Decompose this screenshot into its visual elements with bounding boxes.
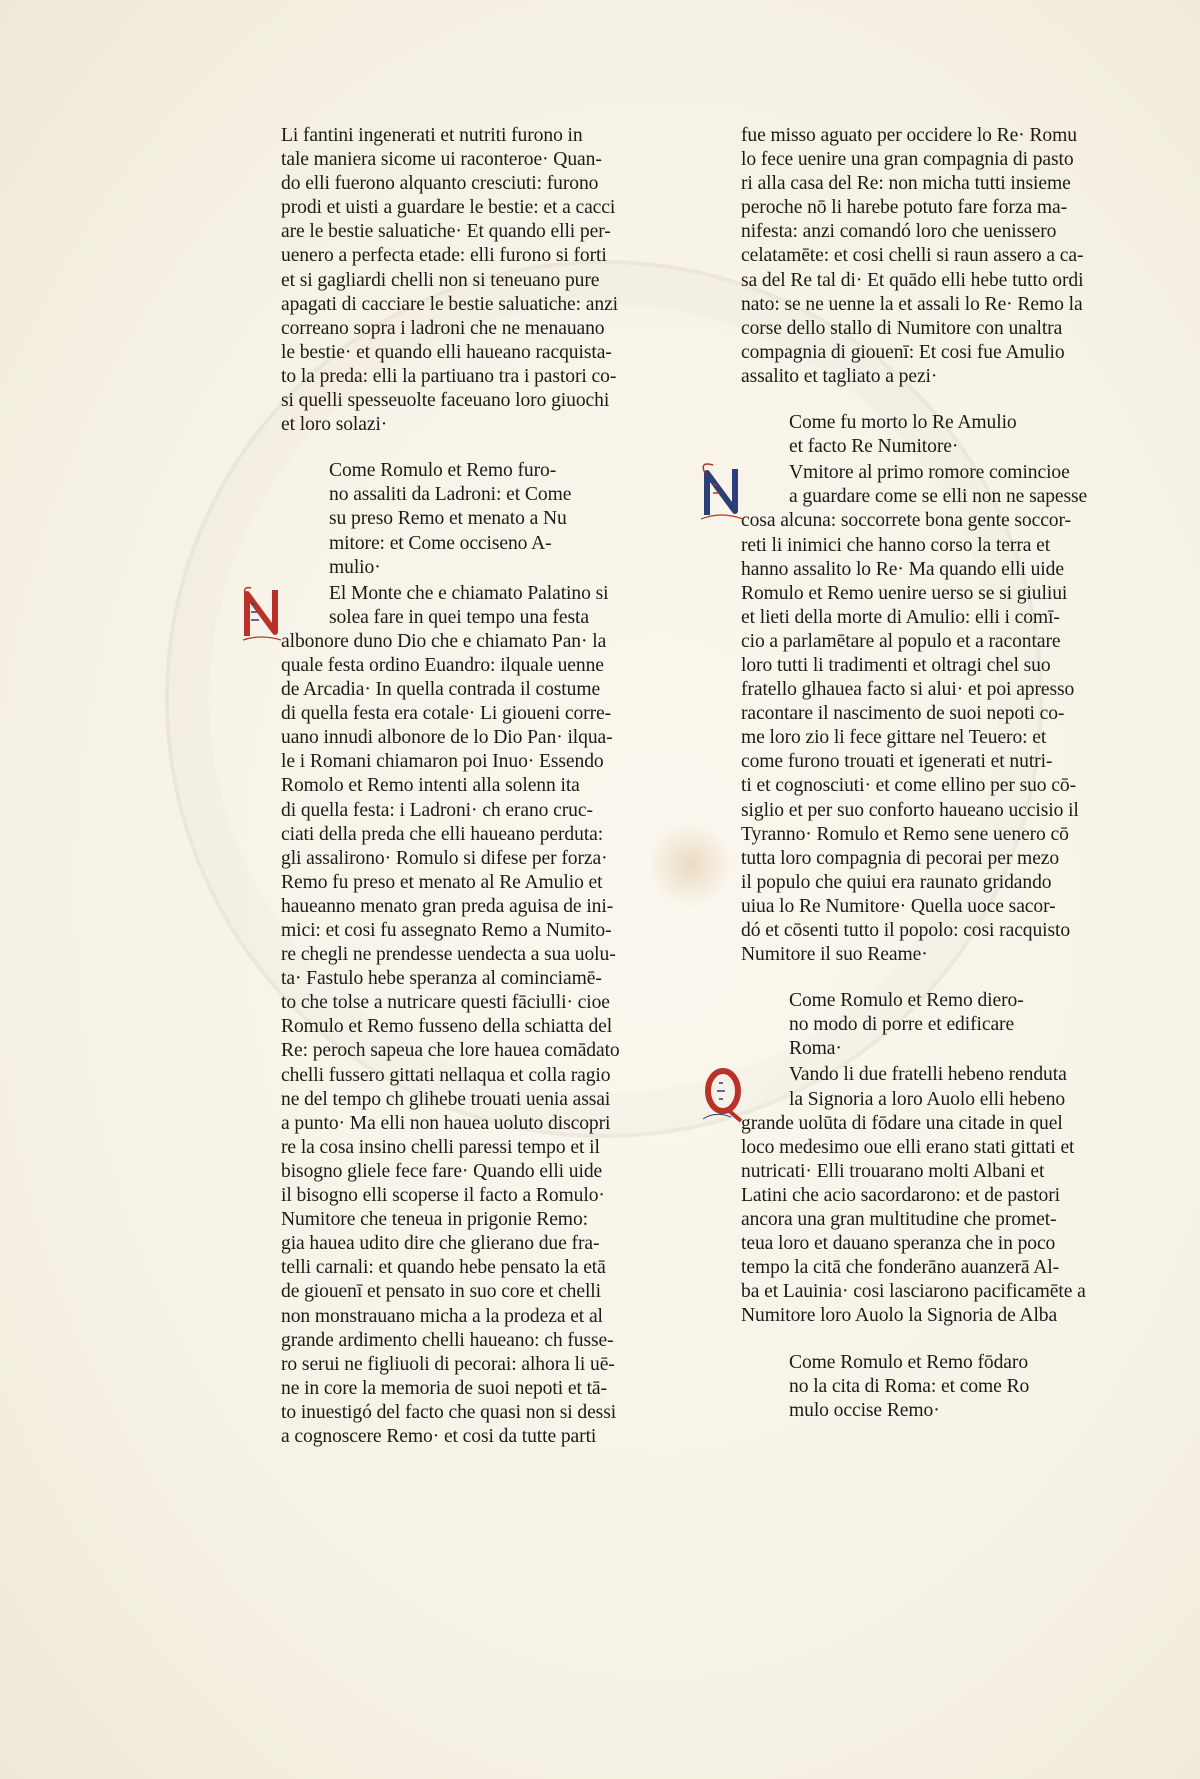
- text-line: Remo fu preso et menato al Re Amulio et: [281, 871, 603, 893]
- text-line: uiua lo Re Numitore· Quella uoce sacor-: [741, 895, 1056, 917]
- text-line: Numitore il suo Reame·: [741, 944, 928, 966]
- text-line: to che tolse a nutricare questi fāciulli· cioe: [281, 992, 610, 1014]
- text-line: peroche nō li harebe potuto fare forza ma-: [741, 197, 1068, 219]
- text-line: de Arcadia· In quella contrada il costume: [281, 679, 601, 701]
- text-line: Romulo et Remo uenire uerso se si giuliui: [741, 582, 1068, 604]
- text-line: bisogno gliele fece fare· Quando elli uide: [281, 1160, 603, 1182]
- text-line: et lieti della morte di Amulio: elli i comī-: [741, 606, 1060, 628]
- text-line: di quella festa: i Ladroni· ch erano cruc-: [281, 799, 593, 821]
- text-line: su preso Remo et menato a Nu: [329, 508, 567, 530]
- text-line: to la preda: elli la partiuano tra i pastori co-: [281, 365, 617, 387]
- text-line: ta· Fastulo hebe speranza al cominciamē-: [281, 968, 602, 990]
- text-line: do elli fuerono alquanto cresciuti: furono: [281, 173, 599, 195]
- left-paragraph-2-body: [281, 630, 641, 1449]
- text-line: albonore duno Dio che e chiamato Pan· la: [281, 630, 607, 652]
- text-line: El Monte che e chiamato Palatino si: [329, 582, 609, 604]
- text-line: le i Romani chiamaron poi Inuo· Essendo: [281, 751, 604, 773]
- text-line: il populo che quiui era raunato gridando: [741, 871, 1052, 893]
- text-line: il bisogno elli scoperse il facto a Romulo·: [281, 1185, 605, 1207]
- text-line: non monstrauano micha a la prodeza et al: [281, 1305, 603, 1327]
- text-line: mici: et cosi fu assegnato Remo a Numito-: [281, 920, 612, 941]
- left-paragraph-1: [281, 124, 641, 437]
- right-column: [741, 124, 1101, 1425]
- text-line: gli assalirono· Romulo si difese per forza·: [281, 847, 608, 869]
- text-line: la Signoria a loro Auolo elli hebeno: [789, 1088, 1066, 1110]
- text-line: ne del tempo ch glihebe trouati uenia assai: [281, 1088, 611, 1110]
- text-line: dó et cōsenti tutto il popolo: cosi racquisto: [741, 920, 1071, 941]
- text-line: gia hauea udito dire che glierano due fra-: [281, 1233, 600, 1255]
- text-line: to inuestigó del facto che quasi non si dessi: [281, 1401, 617, 1423]
- text-line: celatamēte: et cosi chelli si raun assero a ca-: [741, 245, 1084, 267]
- text-line: mulo occise Remo·: [789, 1399, 940, 1421]
- right-paragraph-3: [741, 1063, 1101, 1328]
- text-line: ciati della preda che elli haueano perduta:: [281, 823, 604, 845]
- text-line: Vando li due fratelli hebeno renduta: [789, 1064, 1067, 1086]
- text-line: Romulo et Remo fusseno della schiatta del: [281, 1016, 613, 1038]
- text-line: ba et Lauinia· cosi lasciarono pacificamēte a: [741, 1281, 1086, 1303]
- left-heading-1: [281, 459, 641, 579]
- text-line: nifesta: anzi comandó loro che uenissero: [741, 221, 1057, 243]
- text-line: Come fu morto lo Re Amulio: [789, 412, 1017, 434]
- text-line: me loro zio li fece gittare nel Teuero: et: [741, 727, 1047, 749]
- text-line: cosa alcuna: soccorrete bona gente soccor-: [741, 510, 1071, 532]
- right-heading-1: [741, 411, 1101, 459]
- text-line: a guardare come se elli non ne sapesse: [789, 486, 1088, 508]
- text-line: et si gagliardi chelli non si teneuano pure: [281, 269, 600, 291]
- text-line: fue misso aguato per occidere lo Re· Romu: [741, 125, 1077, 146]
- text-line: telli carnali: et quando hebe pensato la etā: [281, 1257, 606, 1279]
- text-line: apagati di cacciare le bestie saluatiche: anzi: [281, 293, 619, 315]
- text-line: nato: se ne uenne la et assali lo Re· Remo la: [741, 293, 1083, 315]
- left-column: [281, 124, 641, 1449]
- text-line: mitore: et Come occiseno A-: [329, 532, 552, 554]
- text-line: siglio et per suo conforto haueano uccisio il: [741, 799, 1079, 821]
- text-line: Romolo et Remo intenti alla solenn ita: [281, 775, 580, 797]
- right-paragraph-3-body: [741, 1112, 1101, 1329]
- left-paragraph-2: [281, 582, 641, 1449]
- illuminated-initial-q-right: [701, 1065, 745, 1123]
- text-line: no assaliti da Ladroni: et Come: [329, 484, 572, 506]
- text-line: Li fantini ingenerati et nutriti furono in: [281, 125, 583, 146]
- illuminated-initial-n-right: [701, 463, 745, 521]
- text-line: di quella festa era cotale· Li gioueni corre-: [281, 703, 612, 725]
- illuminated-initial-n-left: [241, 584, 285, 642]
- text-line: loco medesimo oue elli erano stati gittati et: [741, 1136, 1075, 1158]
- left-paragraph-2-opening: [281, 582, 641, 630]
- right-paragraph-1: [741, 124, 1101, 389]
- text-line: grande uolūta di fōdare una citade in quel: [741, 1112, 1063, 1134]
- text-line: Come Romulo et Remo fōdaro: [789, 1351, 1029, 1373]
- text-line: Tyranno· Romulo et Remo sene uenero cō: [741, 823, 1069, 845]
- text-line: Latini che acio sacordarono: et de pastori: [741, 1184, 1060, 1206]
- text-line: prodi et uisti a guardare le bestie: et a cacci: [281, 197, 616, 219]
- text-line: Numitore che teneua in prigonie Remo:: [281, 1209, 588, 1231]
- text-line: ri alla casa del Re: non micha tutti insieme: [741, 173, 1071, 195]
- text-line: hanno assalito lo Re· Ma quando elli uide: [741, 558, 1064, 580]
- text-line: a cognoscere Remo· et cosi da tutte parti: [281, 1425, 597, 1447]
- text-line: solea fare in quei tempo una festa: [329, 606, 589, 628]
- text-line: Come Romulo et Remo furo-: [329, 460, 557, 482]
- text-line: ne in core la memoria de suoi nepoti et tā-: [281, 1377, 607, 1399]
- right-paragraph-3-opening: [741, 1063, 1101, 1111]
- text-line: are le bestie saluatiche· Et quando elli per-: [281, 221, 611, 243]
- text-line: haueanno menato gran preda aguisa de ini-: [281, 895, 614, 917]
- text-line: corse dello stallo di Numitore con unaltra: [741, 317, 1063, 339]
- right-paragraph-2: [741, 461, 1101, 967]
- text-line: racontare il nascimento de suoi nepoti co-: [741, 703, 1065, 725]
- text-line: a punto· Ma elli non hauea uoluto discopri: [281, 1112, 611, 1134]
- text-line: ti et cognosciuti· et come ellino per suo cō-: [741, 775, 1077, 797]
- text-line: quale festa ordino Euandro: ilquale uenne: [281, 654, 604, 676]
- text-line: no la cita di Roma: et come Ro: [789, 1375, 1030, 1397]
- text-line: tale maniera sicome ui raconteroe· Quan-: [281, 149, 602, 171]
- right-heading-2: [741, 989, 1101, 1061]
- text-line: Vmitore al primo romore comincioe: [789, 462, 1070, 484]
- right-paragraph-2-body: [741, 509, 1101, 967]
- text-line: Numitore loro Auolo la Signoria de Alba: [741, 1305, 1058, 1327]
- text-line: correano sopra i ladroni che ne menauano: [281, 317, 605, 339]
- text-line: compagnia di giouenī: Et cosi fue Amulio: [741, 341, 1065, 363]
- text-line: si quelli spesseuolte faceuano loro giuochi: [281, 390, 610, 412]
- text-line: assalito et tagliato a pezi·: [741, 365, 938, 387]
- text-line: et facto Re Numitore·: [789, 436, 959, 458]
- text-line: mulio·: [329, 556, 381, 578]
- text-line: ancora una gran multitudine che promet-: [741, 1209, 1057, 1231]
- paper-stain: [650, 820, 730, 910]
- text-line: tutta loro compagnia di pecorai per mezo: [741, 847, 1060, 869]
- text-line: re la cosa insino chelli paressi tempo et il: [281, 1136, 600, 1158]
- text-line: ro serui ne figliuoli di pecorai: alhora li uē-: [281, 1353, 615, 1375]
- text-line: tempo la citā che fonderāno auanzerā Al-: [741, 1257, 1060, 1279]
- text-line: fratello glhauea facto si alui· et poi apresso: [741, 679, 1075, 701]
- text-line: Roma·: [789, 1038, 842, 1060]
- text-line: come furono trouati et igenerati et nutri-: [741, 751, 1053, 773]
- text-line: cio a parlamētare al populo et a racontare: [741, 630, 1061, 652]
- text-line: grande ardimento chelli haueano: ch fusse-: [281, 1329, 614, 1351]
- text-line: loro tutti li tradimenti et oltragi chel suo: [741, 654, 1051, 676]
- text-line: de giouenī et pensato in suo core et chelli: [281, 1281, 601, 1303]
- text-line: Come Romulo et Remo diero-: [789, 990, 1024, 1012]
- text-line: lo fece uenire una gran compagnia di pasto: [741, 149, 1074, 171]
- text-line: Re: peroch sapeua che lore hauea comādato: [281, 1040, 620, 1062]
- text-line: re chegli ne prendesse uendecta a sua uolu-: [281, 944, 616, 966]
- text-line: et loro solazi·: [281, 414, 388, 436]
- text-line: uano innudi albonore de lo Dio Pan· ilqua-: [281, 727, 613, 749]
- text-line: chelli fussero gittati nellaqua et colla ragio: [281, 1064, 611, 1086]
- text-line: teua loro et dauano speranza che in poco: [741, 1233, 1056, 1255]
- text-line: sa del Re tal di· Et quādo elli hebe tutto ordi: [741, 269, 1084, 291]
- right-heading-3: [741, 1351, 1101, 1423]
- text-line: no modo di porre et edificare: [789, 1014, 1015, 1036]
- text-line: nutricati· Elli trouarano molti Albani et: [741, 1160, 1045, 1182]
- right-paragraph-2-opening: [741, 461, 1101, 509]
- text-line: reti li inimici che hanno corso la terra et: [741, 534, 1051, 556]
- text-line: uenero a perfecta etade: elli furono si forti: [281, 245, 607, 267]
- text-line: le bestie· et quando elli haueano racquista-: [281, 341, 612, 363]
